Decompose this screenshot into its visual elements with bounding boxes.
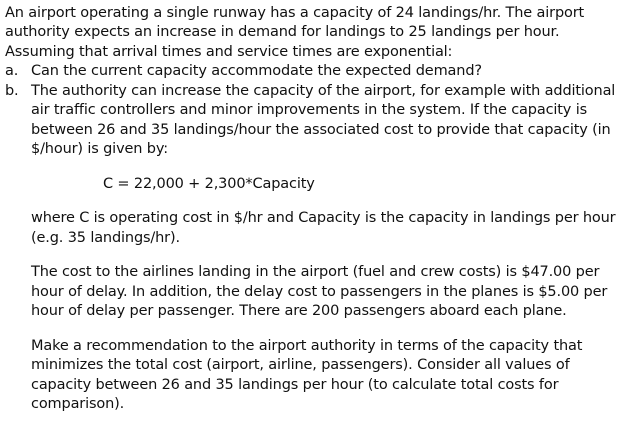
- recommendation-line: Make a recommendation to the airport authority in terms of the capacity that: [31, 338, 583, 354]
- item-b-text: The authority can increase the capacity of the airport, for example with additional: [31, 83, 616, 99]
- item-b-text: $/hour) is given by:: [31, 141, 168, 157]
- intro-line: Assuming that arrival times and service times are exponential:: [5, 44, 453, 60]
- where-text: (e.g. 35 landings/hr).: [31, 230, 180, 246]
- item-a-text: Can the current capacity accommodate the expected demand?: [31, 63, 482, 79]
- cost-paragraph-line: The cost to the airlines landing in the airport (fuel and crew costs) is $47.00 per: [31, 264, 600, 280]
- cost-paragraph-line: hour of delay. In addition, the delay cost to passengers in the planes is $5.00 per: [31, 284, 608, 300]
- item-b-marker: b.: [5, 83, 19, 99]
- recommendation-line: capacity between 26 and 35 landings per hour (to calculate total costs for: [31, 377, 559, 393]
- item-b-text: between 26 and 35 landings/hour the associated cost to provide that capacity (in: [31, 122, 611, 138]
- cost-paragraph-line: hour of delay per passenger. There are 200 passengers aboard each plane.: [31, 303, 567, 319]
- intro-line: authority expects an increase in demand for landings to 25 landings per hour.: [5, 24, 560, 40]
- recommendation-line: minimizes the total cost (airport, airline, passengers). Consider all values of: [31, 357, 570, 373]
- recommendation-line: comparison).: [31, 396, 125, 412]
- item-a-marker: a.: [5, 63, 19, 79]
- cost-formula: C = 22,000 + 2,300*Capacity: [103, 176, 315, 192]
- item-b-text: air traffic controllers and minor improvements in the system. If the capacity is: [31, 102, 587, 118]
- where-text: where C is operating cost in $/hr and Capacity is the capacity in landings per hour: [31, 210, 616, 226]
- intro-line: An airport operating a single runway has a capacity of 24 landings/hr. The airport: [5, 5, 585, 21]
